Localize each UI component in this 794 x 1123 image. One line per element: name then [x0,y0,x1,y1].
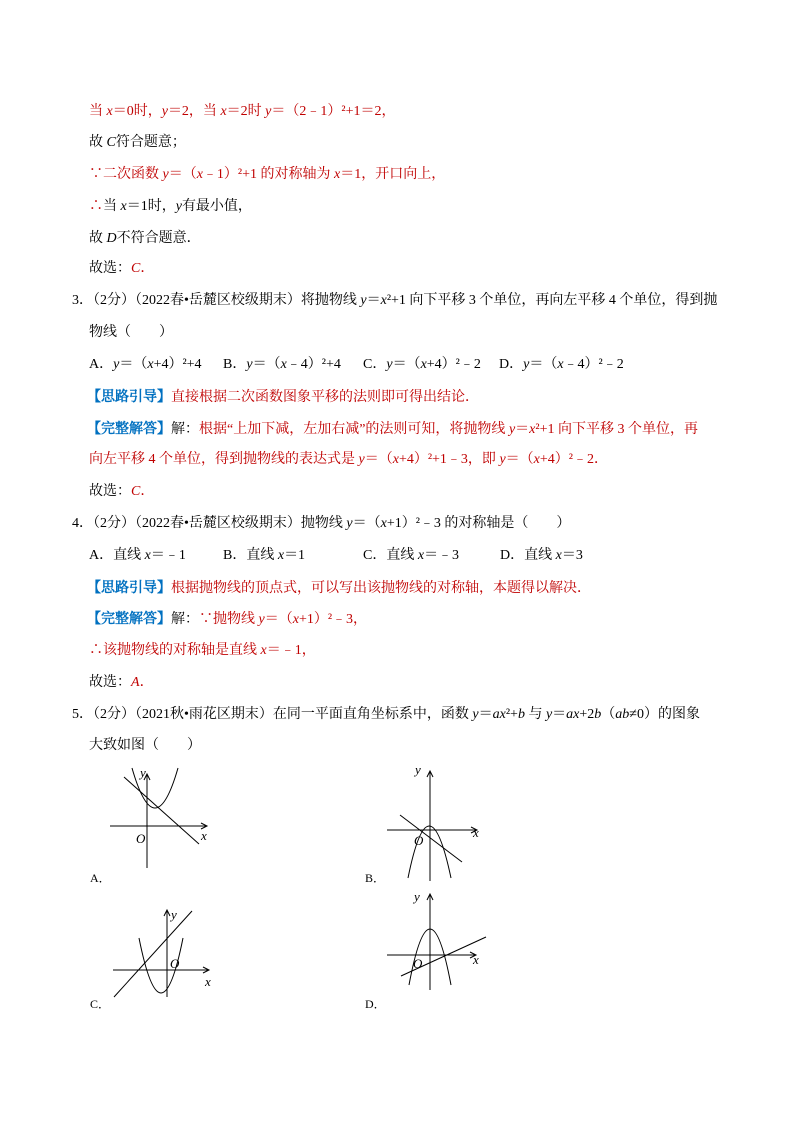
math-variable: C [131,261,141,276]
math-variable: x [380,293,387,308]
option-label: D． [500,548,525,563]
question-4-solution [87,609,367,629]
option-text: 直线 x＝﹣3 [386,548,460,563]
straight-line [400,815,462,862]
y-axis-label: y [140,765,146,780]
math-variable: y [162,167,169,182]
math-variable: y [545,707,553,722]
straight-line [114,911,192,997]
math-variable: C [106,135,116,150]
math-variable: y [523,357,530,372]
solution-prefix: 解： [171,612,199,627]
solution-label: 【完整解答】 [87,421,171,437]
question-text: （2分）（2021秋•雨花区期末）在同一平面直角坐标系中，函数 y＝ax²+b 与 y＝ax+2b（ab≠0）的图象 [93,707,700,722]
option-label: A． [89,548,114,563]
solution-line: ∵二次函数 y＝（x﹣1）²+1 的对称轴为 x＝1，开口向上， [89,167,446,182]
answer-prefix: 故选： [89,484,131,499]
question-number: 5． [72,707,93,722]
math-variable: C [131,484,141,499]
option-b [223,355,341,375]
math-variable: x [420,357,427,372]
answer-choice: C． [131,484,155,499]
question-3-hint [87,387,479,407]
math-variable: x [334,167,341,182]
math-variable: x [220,104,227,119]
math-variable: x [196,167,203,182]
option-text: y＝（x+4）²﹣2 [386,357,481,372]
option-text: 直线 x＝1 [246,548,306,563]
question-3-stem-continued: 物线（ ） [89,325,173,340]
option-b [223,546,305,566]
y-axis-label: y [415,762,421,777]
math-variable: y [472,707,479,722]
option-a [89,355,202,375]
option-d [499,355,624,375]
math-variable: x [573,707,580,722]
hint-label: 【思路引导】 [87,389,171,405]
answer-line [89,259,154,279]
option-text: y＝（x+4）²+4 [113,357,202,372]
figure-label-d: D． [365,997,386,1011]
question-5-stem [72,705,700,725]
graph-c [113,907,211,997]
option-text: y＝（x﹣4）²+4 [246,357,341,372]
math-variable: x [533,452,540,467]
y-axis-label: y [171,907,177,922]
therefore-symbol: ∴ [89,199,103,214]
question-5-stem-continued: 大致如图（ ） [89,738,201,753]
math-variable: x [555,548,562,563]
graph-d [387,889,486,990]
solution-text: ∵抛物线 y＝（x+1）²﹣3， [199,612,368,627]
option-c [363,546,459,566]
figure-label-c: C． [90,997,111,1011]
origin-label: O [414,833,424,848]
answer-prefix: 故选： [89,261,131,276]
solution-line: 故 D不符合题意． [89,231,201,246]
math-variable: a [566,707,574,722]
answer-choice: A． [131,675,154,690]
question-4-options [89,546,729,566]
hint-label: 【思路引导】 [87,580,171,596]
option-label: B． [223,357,247,372]
math-variable: x [417,548,425,563]
math-variable: x [499,707,506,722]
option-a [89,546,186,566]
origin-label: O [170,956,180,971]
math-variable: x [557,357,564,372]
math-variable: y [265,104,272,119]
math-variable: x [260,643,267,658]
math-variable: x [280,357,287,372]
question-4-stem [72,514,570,534]
math-variable: b [622,707,630,722]
answer-prefix: 故选： [89,675,131,690]
figure-label-a: A． [90,871,111,885]
math-variable: b [594,707,602,722]
parabola [132,768,178,808]
option-d [500,546,583,566]
math-variable: a [615,707,623,722]
hint-text: 根据抛物线的顶点式，可以写出该抛物线的对称轴，本题得以解决． [171,581,591,596]
hint-text: 直接根据二次函数图象平移的法则即可得出结论． [171,390,479,405]
option-c [363,355,481,375]
solution-line: ∴该抛物线的对称轴是直线 x＝﹣1， [89,643,316,658]
solution-text: 根据“上加下减，左加右减”的法则可知，将抛物线 y＝x²+1 向下平移 3 个单位，再 [199,422,698,437]
question-number: 3． [72,293,93,308]
origin-label: O [136,831,146,846]
figure-label-b: B． [365,871,386,885]
math-variable: x [529,422,536,437]
answer-choice: C． [131,261,155,276]
math-variable: y [346,516,353,531]
math-variable: y [175,199,182,214]
math-variable: D [106,231,117,246]
math-variable: y [499,452,506,467]
solution-line: 向左平移 4 个单位，得到抛物线的表达式是 y＝（x+4）²+1﹣3，即 y＝（x+4）²﹣2． [89,452,608,467]
graph-b [387,762,479,881]
x-axis-label: x [205,974,211,989]
solution-text: 当 x＝1时，y有最小值， [103,199,252,214]
math-variable: y [386,357,393,372]
option-label: D． [499,357,524,372]
math-variable: y [358,452,365,467]
math-variable: y [508,422,516,437]
question-3-stem [72,291,717,311]
math-variable: y [360,293,367,308]
question-4-hint [87,578,591,598]
math-variable: x [277,548,285,563]
solution-line: 故 C符合题意； [89,135,186,150]
solution-line [89,197,252,217]
option-label: C． [363,357,387,372]
question-3-options [89,355,729,375]
option-label: A． [89,357,114,372]
math-variable: x [380,516,387,531]
origin-label: O [413,956,423,971]
question-3-solution [87,419,698,439]
math-variable: a [492,707,500,722]
math-variable: y [258,612,265,627]
question-text: （2分）（2022春•岳麓区校级期末）将抛物线 y＝x²+1 向下平移 3 个单位，再向左平移 4 个单位，得到抛 [93,293,718,308]
math-variable: x [392,452,399,467]
math-variable: A [131,675,140,690]
math-variable: x [120,199,127,214]
math-variable: x [144,548,151,563]
y-axis-label: y [414,889,420,904]
question-number: 4． [72,516,93,531]
math-variable: x [106,104,113,119]
option-text: y＝（x﹣4）²﹣2 [523,357,624,372]
answer-choice-graphs [0,750,794,1020]
math-variable: x [292,612,299,627]
option-label: C． [363,548,387,563]
option-text: 直线 x＝3 [524,548,583,563]
math-variable: y [246,357,253,372]
answer-line [89,673,154,693]
solution-label: 【完整解答】 [87,611,171,627]
math-variable: y [113,357,120,372]
x-axis-label: x [201,828,207,843]
solution-line: 当 x＝0时，y＝2，当 x＝2时 y＝（2﹣1）²+1＝2， [89,104,396,119]
math-variable: x [147,357,154,372]
x-axis-label: x [473,952,479,967]
option-text: 直线 x＝﹣1 [113,548,186,563]
option-label: B． [223,548,247,563]
math-variable: y [161,104,168,119]
answer-line [89,482,154,502]
math-variable: b [517,707,525,722]
graph-a [110,765,207,868]
solution-prefix: 解： [171,422,199,437]
x-axis-label: x [473,825,479,840]
question-text: （2分）（2022春•岳麓区校级期末）抛物线 y＝（x+1）²﹣3 的对称轴是（ ） [93,516,571,531]
